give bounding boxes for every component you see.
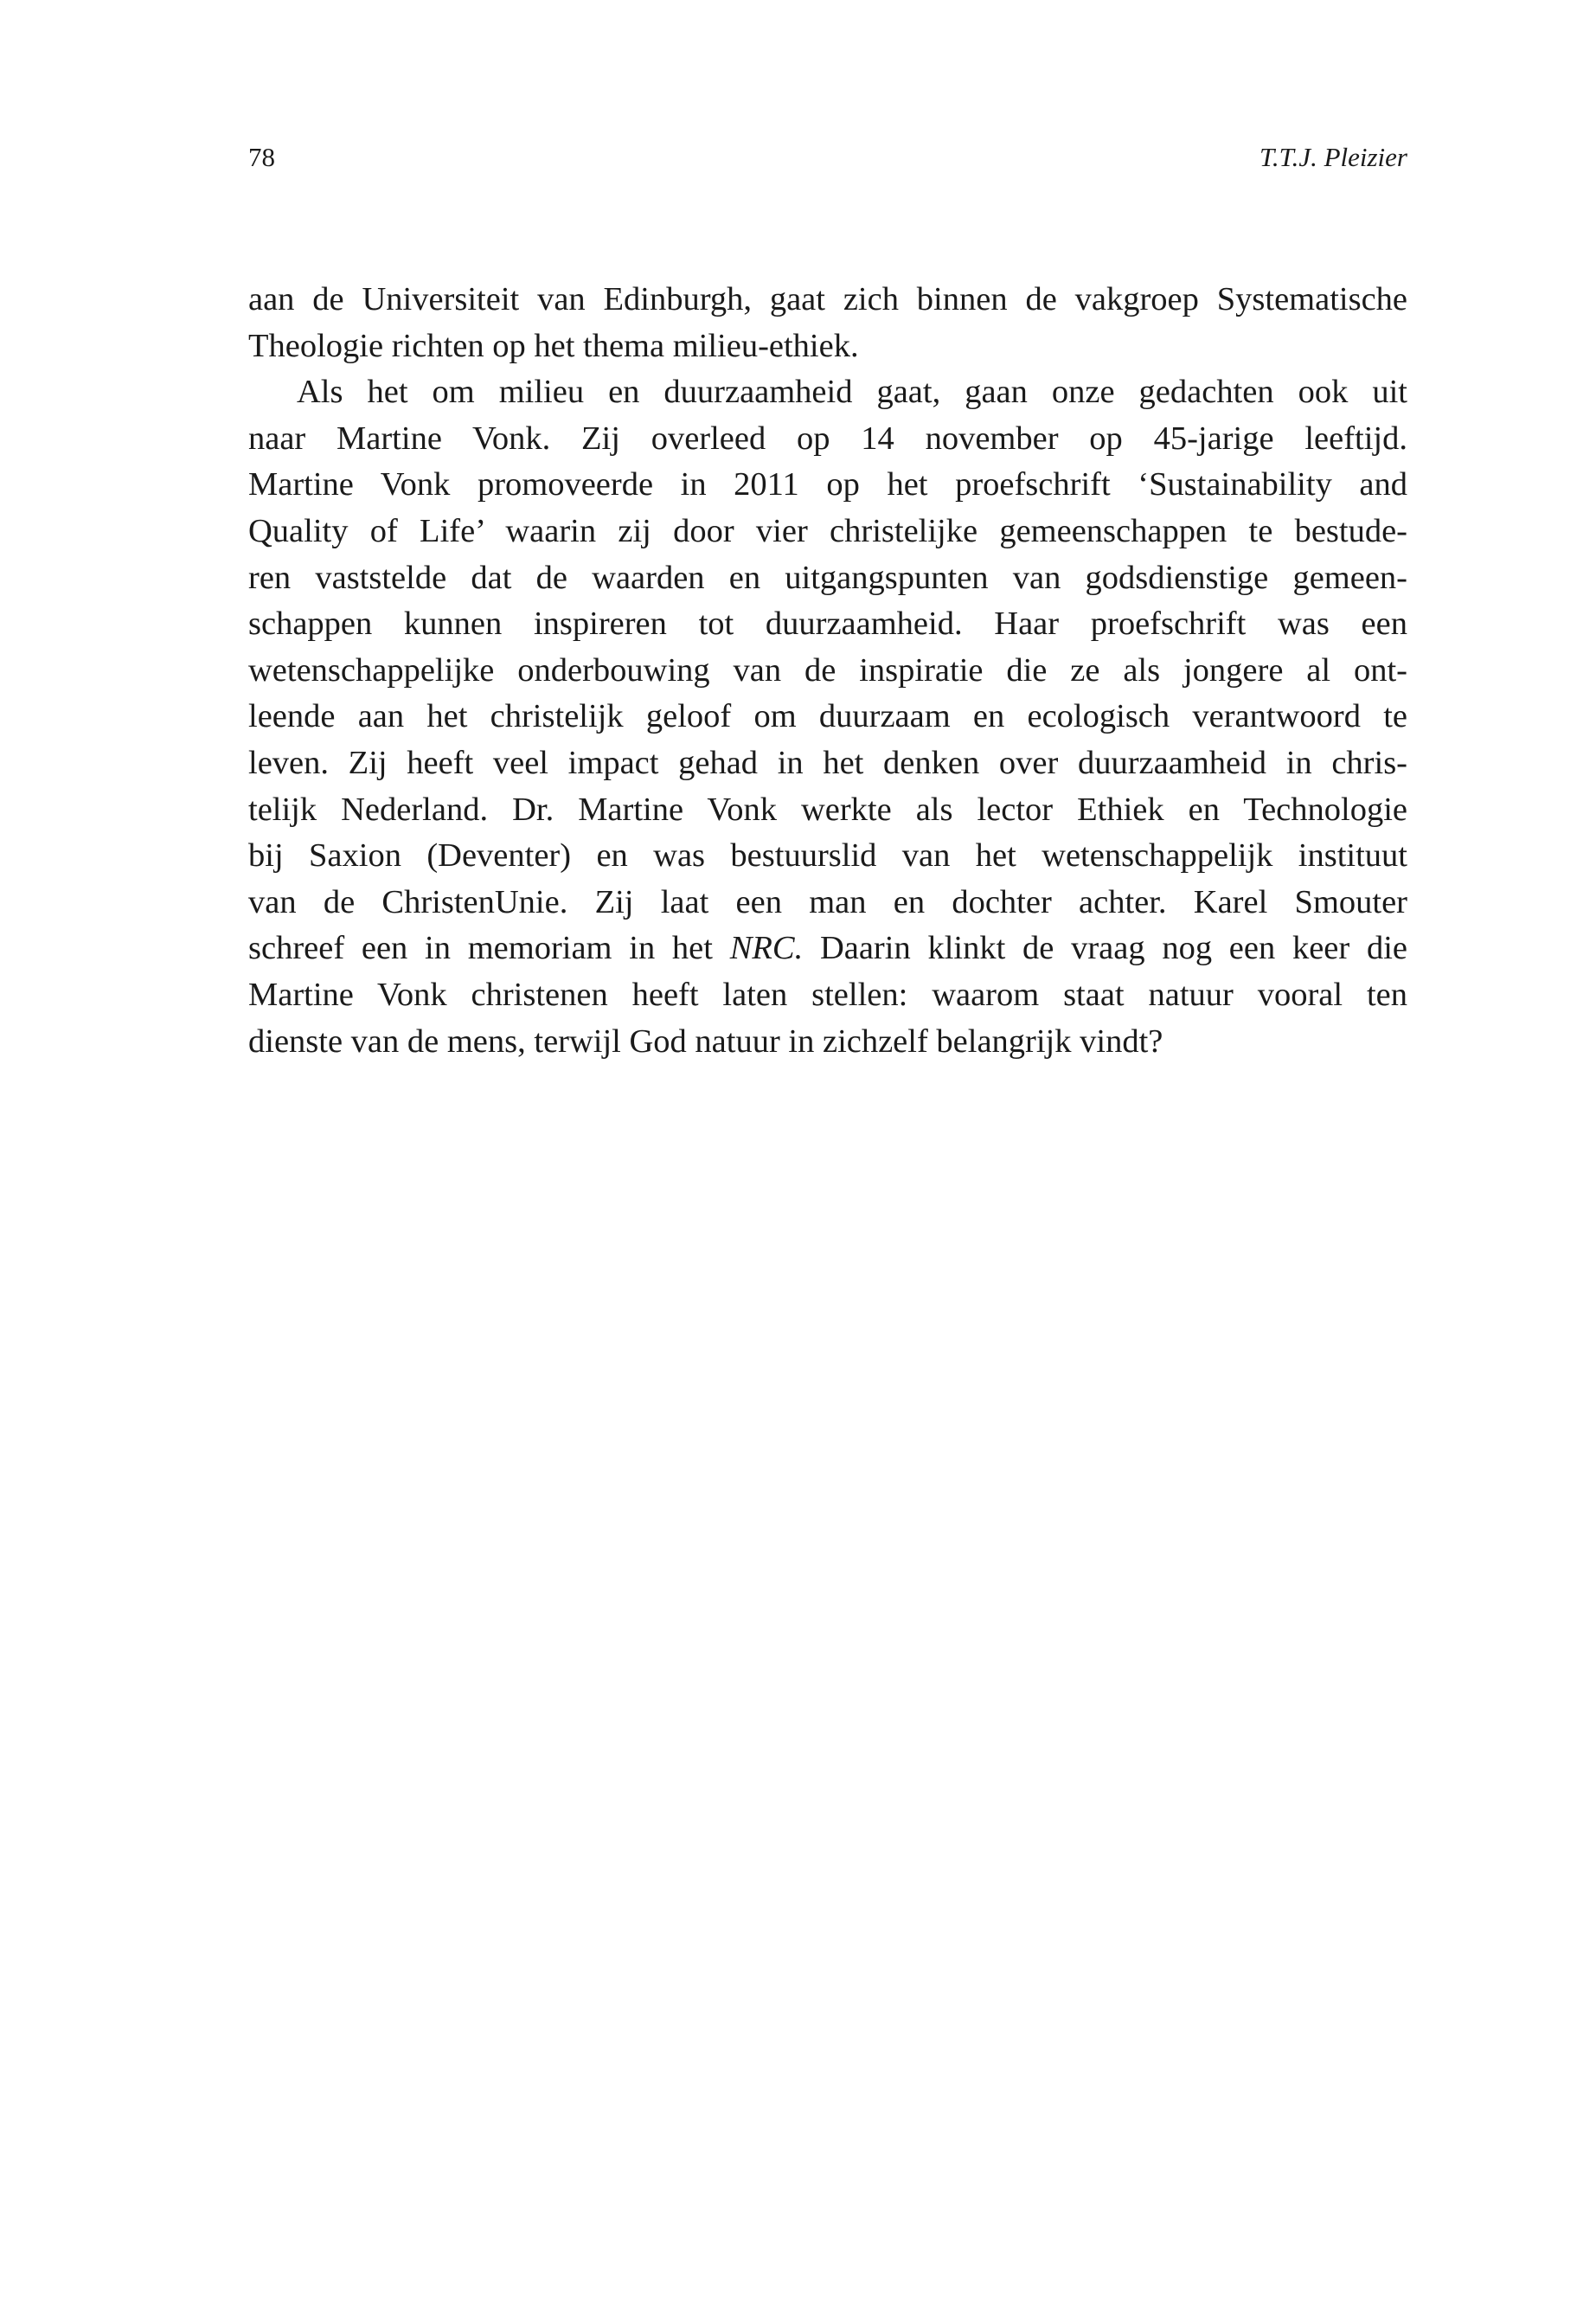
text-line: leven. Zij heeft veel impact gehad in het denken over duurzaamheid in chris- bbox=[248, 744, 1407, 781]
newspaper-title: NRC. bbox=[729, 930, 804, 967]
paragraph-last-line: dienste van de mens, terwijl God natuur in zichzelf belangrijk vindt? bbox=[248, 1022, 1163, 1060]
text-line: naar Martine Vonk. Zij overleed op 14 november op 45-jarige leeftijd. bbox=[248, 420, 1407, 457]
line-segment: Daarin klinkt de vraag nog een keer die bbox=[803, 930, 1407, 967]
text-line: leende aan het christelijk geloof om duurzaam en ecologisch verantwoord te bbox=[248, 698, 1407, 735]
text-line: Theologie richten op het thema milieu-ethiek. bbox=[248, 327, 859, 364]
text-line: van de ChristenUnie. Zij laat een man en dochter achter. Karel Smouter bbox=[248, 883, 1407, 920]
text-line: Martine Vonk promoveerde in 2011 op het proefschrift ‘Sustainability and bbox=[248, 466, 1407, 503]
text-line: ren vaststelde dat de waarden en uitgangspunten van godsdienstige gemeen- bbox=[248, 559, 1407, 596]
page-number: 78 bbox=[248, 142, 275, 172]
text-line: schappen kunnen inspireren tot duurzaamheid. Haar proefschrift was een bbox=[248, 606, 1407, 643]
text-line: telijk Nederland. Dr. Martine Vonk werkte als lector Ethiek en Technologie bbox=[248, 791, 1407, 828]
text-line: Martine Vonk christenen heeft laten stellen: waarom staat natuur vooral ten bbox=[248, 976, 1407, 1013]
running-head bbox=[248, 138, 1407, 176]
text-line: Quality of Life’ waarin zij door vier christelijke gemeenschappen te bestude- bbox=[248, 512, 1407, 549]
running-head-author: T.T.J. Pleizier bbox=[1259, 142, 1407, 172]
text-line: bij Saxion (Deventer) en was bestuurslid van het wetenschappelijk instituut bbox=[248, 837, 1407, 875]
text-line: aan de Universiteit van Edinburgh, gaat zich binnen de vakgroep Systematische bbox=[248, 281, 1407, 317]
body-text bbox=[248, 277, 1407, 1065]
paragraph-first-line: Als het om milieu en duurzaamheid gaat, gaan onze gedachten ook uit bbox=[297, 374, 1407, 411]
text-line-with-italic bbox=[248, 926, 1407, 972]
line-segment: schreef een in memoriam in het bbox=[248, 930, 730, 967]
text-line: wetenschappelijke onderbouwing van de inspiratie die ze als jongere al ont- bbox=[248, 651, 1407, 689]
